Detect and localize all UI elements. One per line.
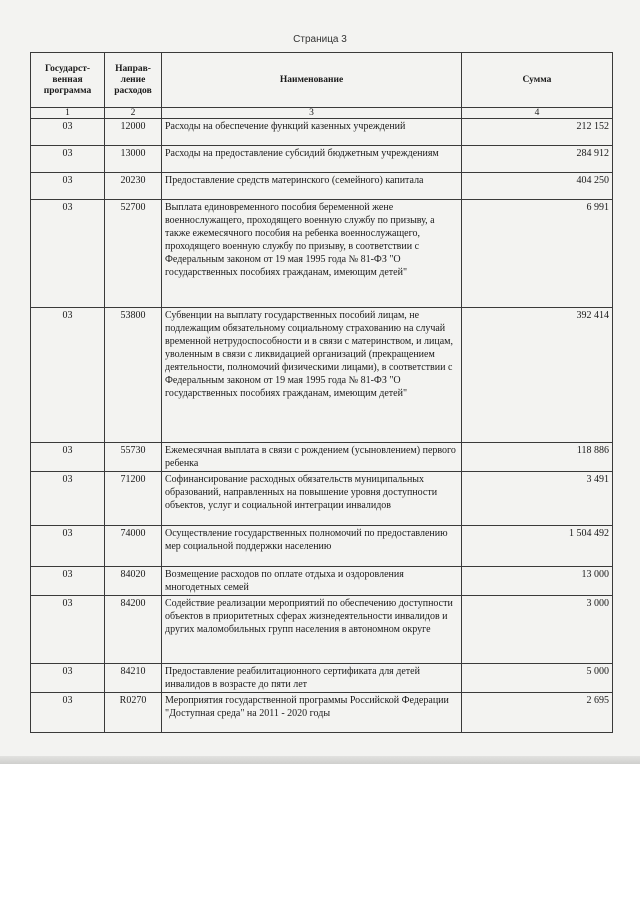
sum-cell: 118 886 [462,443,613,472]
sum-cell: 392 414 [462,308,613,443]
name-cell: Содействие реализации мероприятий по обеспечению доступности объектов в приоритетных сферах жизнедеятельности инвалидов и других маломобильных групп населения в автономном округе [162,596,462,664]
budget-table [30,52,613,733]
program-cell: 03 [31,119,105,146]
name-cell: Ежемесячная выплата в связи с рождением (усыновлением) первого ребенка [162,443,462,472]
table-row [31,596,613,664]
code-cell: 55730 [105,443,162,472]
program-cell: 03 [31,146,105,173]
sum-cell: 404 250 [462,173,613,200]
name-cell: Осуществление государственных полномочий по предоставлению мер социальной поддержки населению [162,526,462,567]
program-cell: 03 [31,664,105,693]
table-row [31,200,613,308]
program-cell: 03 [31,693,105,733]
code-cell: 13000 [105,146,162,173]
sum-cell: 284 912 [462,146,613,173]
program-cell: 03 [31,472,105,526]
sum-cell: 2 695 [462,693,613,733]
program-cell: 03 [31,567,105,596]
code-cell: 84210 [105,664,162,693]
table-row [31,173,613,200]
column-number: 4 [462,108,613,119]
header-direction: Направ-ление расходов [105,53,162,108]
name-cell: Субвенции на выплату государственных пособий лицам, не подлежащим обязательному социальному страхованию на случай временной нетрудоспособности и в связи с материнством, и лицам, уволенным в связи с ликвидацией организаций (прекращением деятельности, полномочий физическими лицами), в соответствии с Федеральным законом от 19 мая 1995 года № 81-ФЗ "О государственных пособиях гражданам, имеющим детей" [162,308,462,443]
header-sum: Сумма [462,53,613,108]
table-row [31,567,613,596]
program-cell: 03 [31,200,105,308]
header-row [31,53,613,108]
code-cell: 52700 [105,200,162,308]
sum-cell: 3 000 [462,596,613,664]
column-number: 3 [162,108,462,119]
sum-cell: 6 991 [462,200,613,308]
scan-edge-shadow [0,756,640,764]
code-cell: 71200 [105,472,162,526]
sum-cell: 13 000 [462,567,613,596]
name-cell: Софинансирование расходных обязательств муниципальных образований, направленных на повышение уровня доступности объектов, услуг и социальной интеграции инвалидов [162,472,462,526]
program-cell: 03 [31,443,105,472]
column-number: 2 [105,108,162,119]
code-cell: 74000 [105,526,162,567]
program-cell: 03 [31,173,105,200]
header-name: Наименование [162,53,462,108]
table-row [31,146,613,173]
table-row [31,693,613,733]
name-cell: Выплата единовременного пособия беременной жене военнослужащего, проходящего военную службу по призыву, а также ежемесячного пособия на ребенка военнослужащего, проходящего военную службу по призыву, в соответствии с Федеральным законом от 19 мая 1995 года № 81-ФЗ "О государственных пособиях гражданам, имеющим детей" [162,200,462,308]
program-cell: 03 [31,596,105,664]
name-cell: Предоставление средств материнского (семейного) капитала [162,173,462,200]
page-label: Страница 3 [293,34,347,45]
column-number-row [31,108,613,119]
name-cell: Предоставление реабилитационного сертификата для детей инвалидов в возрасте до пяти лет [162,664,462,693]
code-cell: 20230 [105,173,162,200]
column-number: 1 [31,108,105,119]
name-cell: Мероприятия государственной программы Российской Федерации "Доступная среда" на 2011 - 2020 годы [162,693,462,733]
program-cell: 03 [31,308,105,443]
table-row [31,664,613,693]
sum-cell: 212 152 [462,119,613,146]
sum-cell: 3 491 [462,472,613,526]
table-row [31,472,613,526]
name-cell: Расходы на обеспечение функций казенных учреждений [162,119,462,146]
table-row [31,119,613,146]
name-cell: Расходы на предоставление субсидий бюджетным учреждениям [162,146,462,173]
program-cell: 03 [31,526,105,567]
code-cell: 12000 [105,119,162,146]
table-row [31,526,613,567]
sum-cell: 1 504 492 [462,526,613,567]
table-row [31,443,613,472]
code-cell: 53800 [105,308,162,443]
code-cell: 84200 [105,596,162,664]
code-cell: R0270 [105,693,162,733]
code-cell: 84020 [105,567,162,596]
table-row [31,308,613,443]
name-cell: Возмещение расходов по оплате отдыха и оздоровления многодетных семей [162,567,462,596]
header-program: Государст-венная программа [31,53,105,108]
sum-cell: 5 000 [462,664,613,693]
